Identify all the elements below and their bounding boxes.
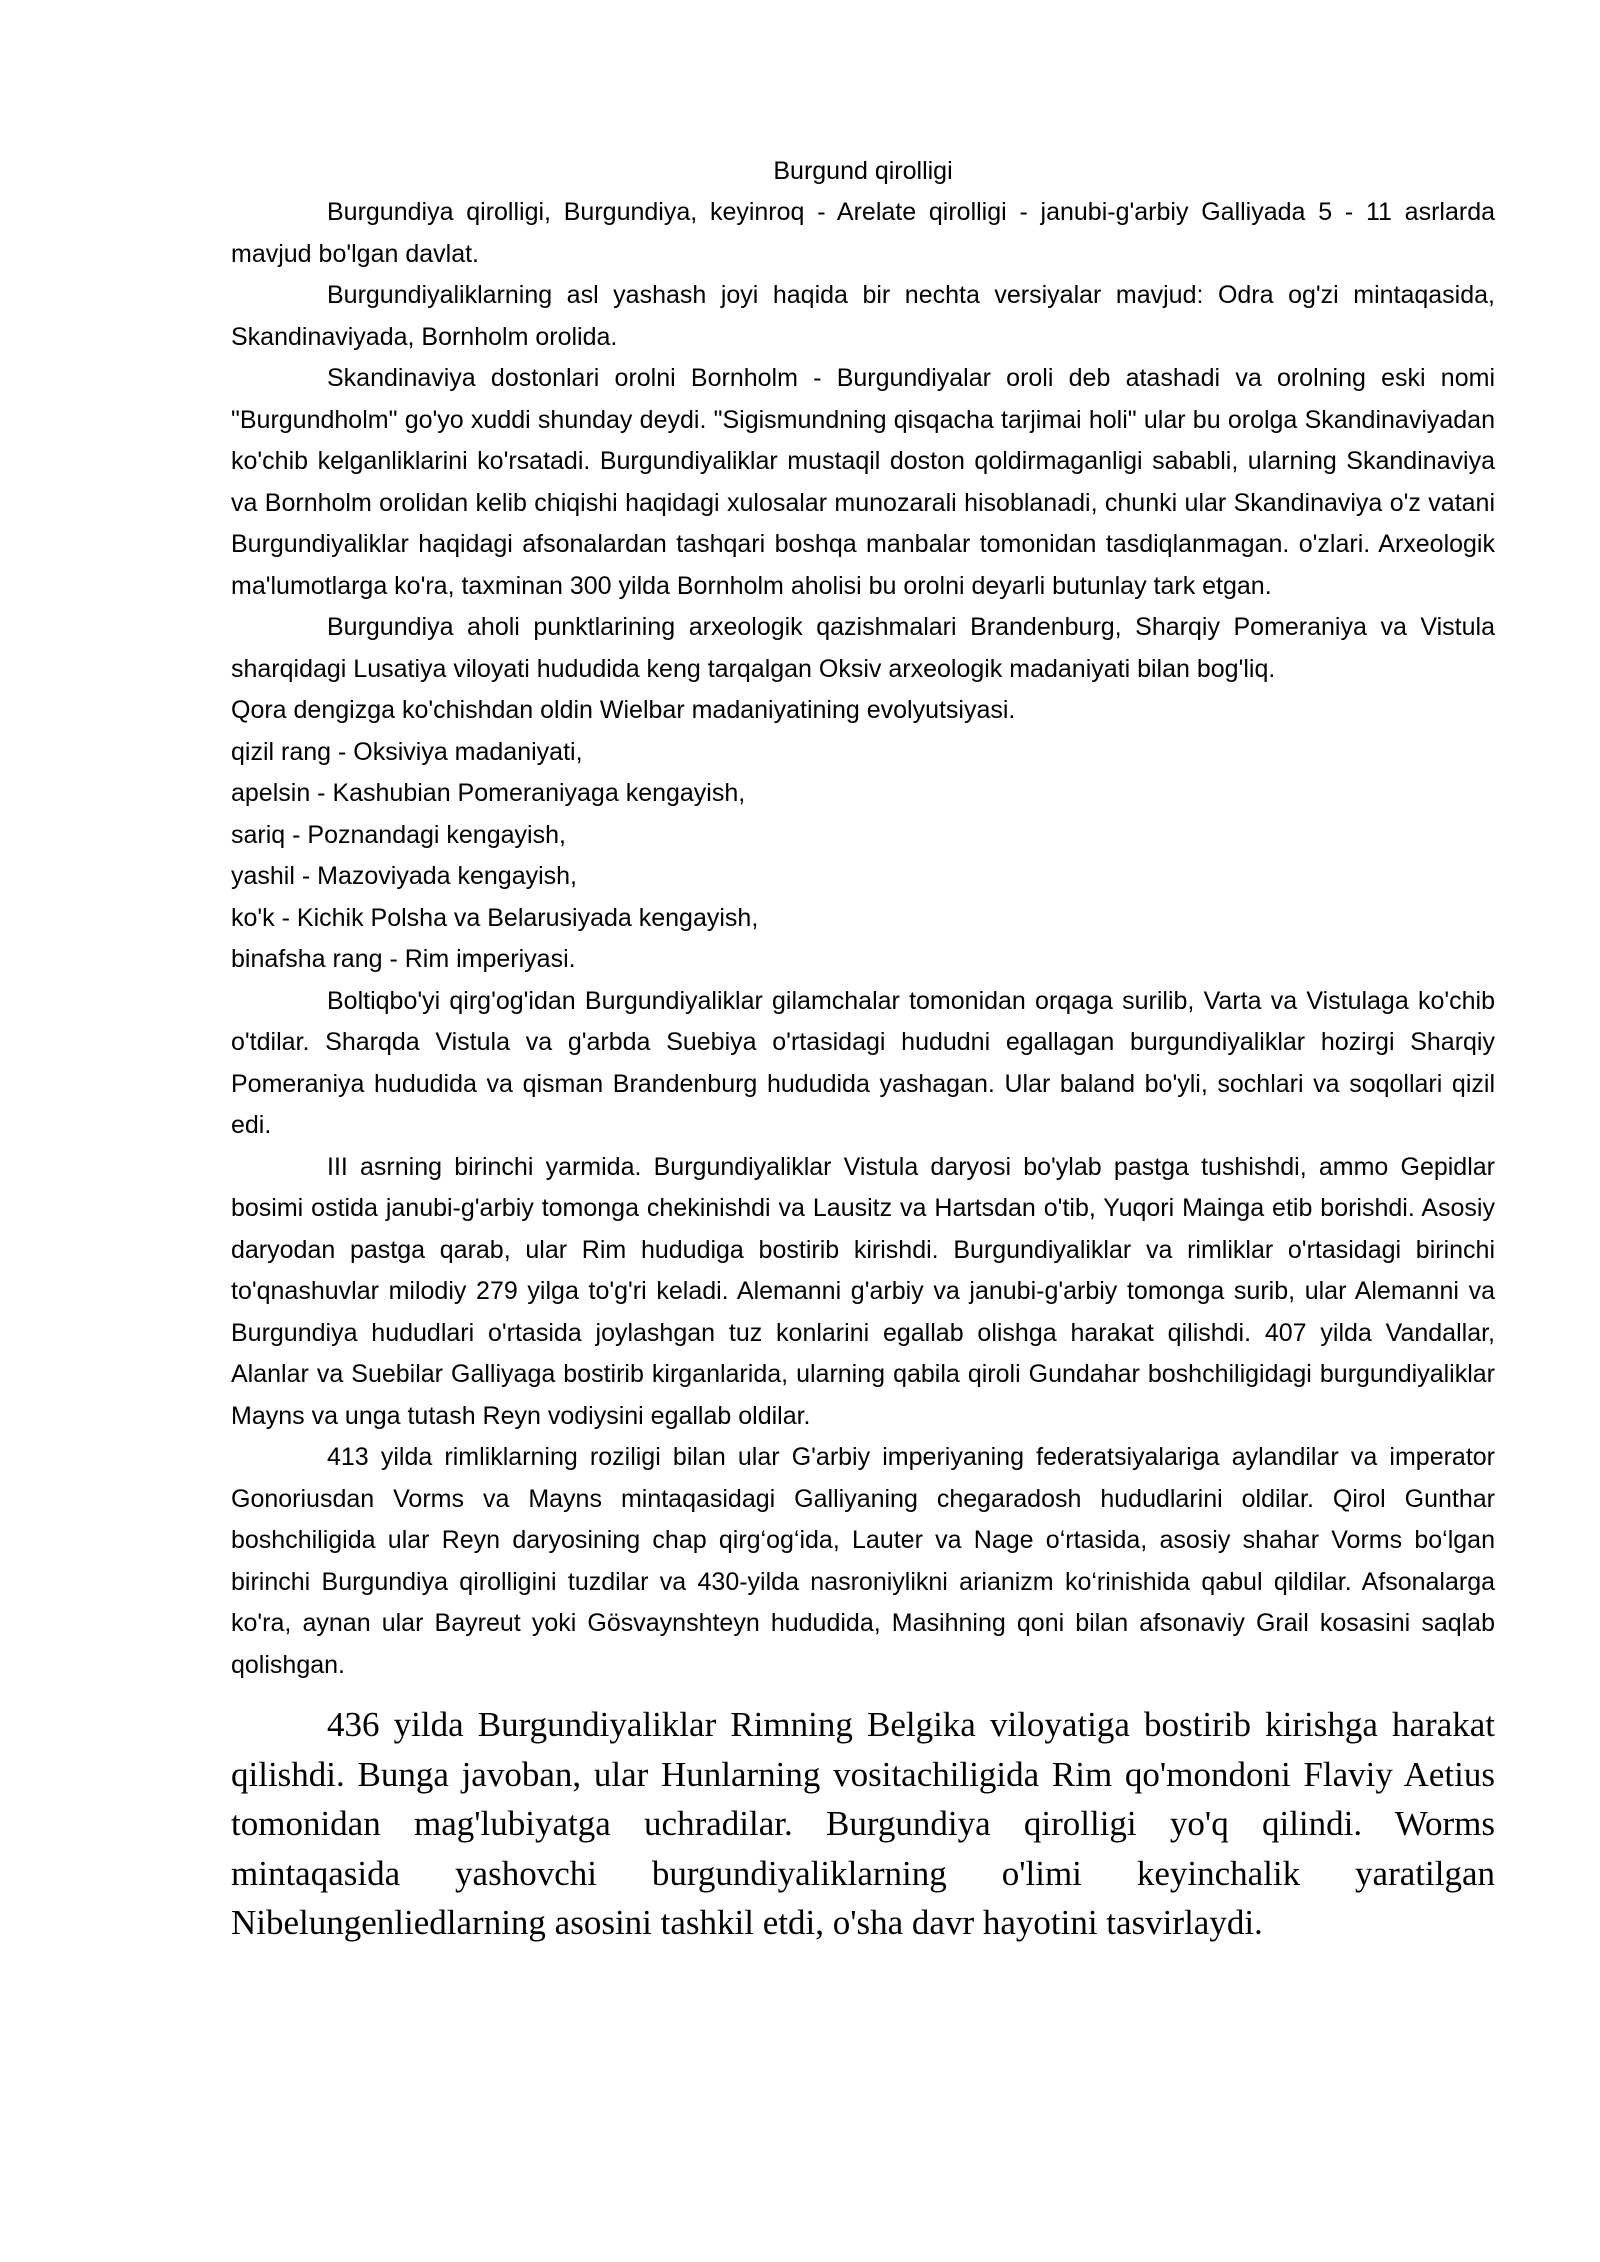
legend-item: sariq - Poznandagi kengayish, <box>231 820 566 849</box>
page-title: Burgund qirolligi <box>773 157 953 185</box>
legend-item: yashil - Mazoviyada kengayish, <box>231 862 577 890</box>
paragraph-intro: Burgundiya qirolligi, Burgundiya, keyinroq - Arelate qirolligi - janubi-g'arbiy Galliyada 5 - 11 asrlarda mavjud bo'lgan davlat. <box>231 198 1495 268</box>
paragraph-scandinavia: Skandinaviya dostonlari orolni Bornholm - Burgundiyalar oroli deb atashadi va orolning eski nomi "Burgundholm" go'yo xuddi shunday deydi. "Sigismundning qisqacha tarjimai holi" ular bu orolga Skandinaviyadan ko'chib kelganliklarini ko'rsatadi. Burgundiyaliklar mustaqil doston qoldirmaganligi sababli, ularning Skandinaviya va Bornholm orolidan kelib chiqishi haqidagi xulosalar munozarali hisoblanadi, chunki ular Skandinaviya o'z vatani Burgundiyaliklar haqidagi afsonalardan tashqari boshqa manbalar tomonidan tasdiqlanmagan. o'zlari. Arxeologik ma'lumotlarga ko'ra, taxminan 300 yilda Bornholm aholisi bu orolni deyarli butunlay tark etgan. <box>231 364 1495 600</box>
paragraph-baltic: Boltiqbo'yi qirg'og'idan Burgundiyaliklar gilamchalar tomonidan orqaga surilib, Varta va Vistulaga ko'chib o'tdilar. Sharqda Vistula va g'arbda Suebiya o'rtasidagi hududni egallagan burgundiyaliklar hozirgi Sharqiy Pomeraniya hududida va qisman Brandenburg hududida yashagan. Ular baland bo'yli, sochlari va soqollari qizil edi. <box>231 986 1495 1139</box>
paragraph-413: 413 yilda rimliklarning roziligi bilan ular G'arbiy imperiyaning federatsiyalariga aylandilar va imperator Gonoriusdan Vorms va Mayns mintaqasidagi Galliyaning chegaradosh hududlarini oldilar. Qirol Gunthar boshchiligida ular Reyn daryosining chap qirg‘og‘ida, Lauter va Nage o‘rtasida, asosiy shahar Vorms bo‘lgan birinchi Burgundiya qirolligini tuzdilar va 430-yilda nasroniylikni arianizm ko‘rinishida qabul qildilar. Afsonalarga ko'ra, aynan ular Bayreut yoki Gösvaynshteyn hududida, Masihning qoni bilan afsonaviy Grail kosasini saqlab qolishgan. <box>231 1443 1495 1679</box>
map-caption: Qora dengizga ko'chishdan oldin Wielbar madaniyatining evolyutsiyasi. <box>231 696 1016 724</box>
paragraph-third-century: III asrning birinchi yarmida. Burgundiyaliklar Vistula daryosi bo'ylab pastga tushishdi, ammo Gepidlar bosimi ostida janubi-g'arbiy tomonga chekinishdi va Lausitz va Hartsdan o'tib, Yuqori Mainga etib borishdi. Asosiy daryodan pastga qarab, ular Rim hududiga bostirib kirishdi. Burgundiyaliklar va rimliklar o'rtasidagi birinchi to'qnashuvlar milodiy 279 yilga to'g'ri keladi. Alemanni g'arbiy va janubi-g'arbiy tomonga surib, ular Alemanni va Burgundiya hududlari o'rtasida joylashgan tuz konlarini egallab olishga harakat qilishdi. 407 yilda Vandallar, Alanlar va Suebilar Galliyaga bostirib kirganlarida, ularning qabila qiroli Gundahar boshchiligidagi burgundiyaliklar Mayns va unga tutash Reyn vodiysini egallab oldilar. <box>231 1152 1495 1430</box>
document-page <box>231 150 1495 1948</box>
paragraph-archaeology: Burgundiya aholi punktlarining arxeologik qazishmalari Brandenburg, Sharqiy Pomeraniya va Vistula sharqidagi Lusatiya viloyati hududida keng tarqalgan Oksiv arxeologik madaniyati bilan bog'liq. <box>231 613 1495 683</box>
legend-item: apelsin - Kashubian Pomeraniyaga kengayish, <box>231 779 746 807</box>
legend-item: ko'k - Kichik Polsha va Belarusiyada kengayish, <box>231 903 759 932</box>
paragraph-436: 436 yilda Burgundiyaliklar Rimning Belgika viloyatiga bostirib kirishga harakat qilishdi. Bunga javoban, ular Hunlarning vositachiligida Rim qo'mondoni Flaviy Aetius tomonidan mag'lubiyatga uchradilar. Burgundiya qirolligi yo'q qilindi. Worms mintaqasida yashovchi burgundiyaliklarning o'limi keyinchalik yaratilgan Nibelungenliedlarning asosini tashkil etdi, o'sha davr hayotini tasvirlaydi. <box>231 1705 1495 1942</box>
legend-item: binafsha rang - Rim imperiyasi. <box>231 945 576 973</box>
paragraph-origins: Burgundiyaliklarning asl yashash joyi haqida bir nechta versiyalar mavjud: Odra og'zi mintaqasida, Skandinaviyada, Bornholm orolida. <box>231 281 1495 351</box>
legend-item: qizil rang - Oksiviya madaniyati, <box>231 737 583 766</box>
